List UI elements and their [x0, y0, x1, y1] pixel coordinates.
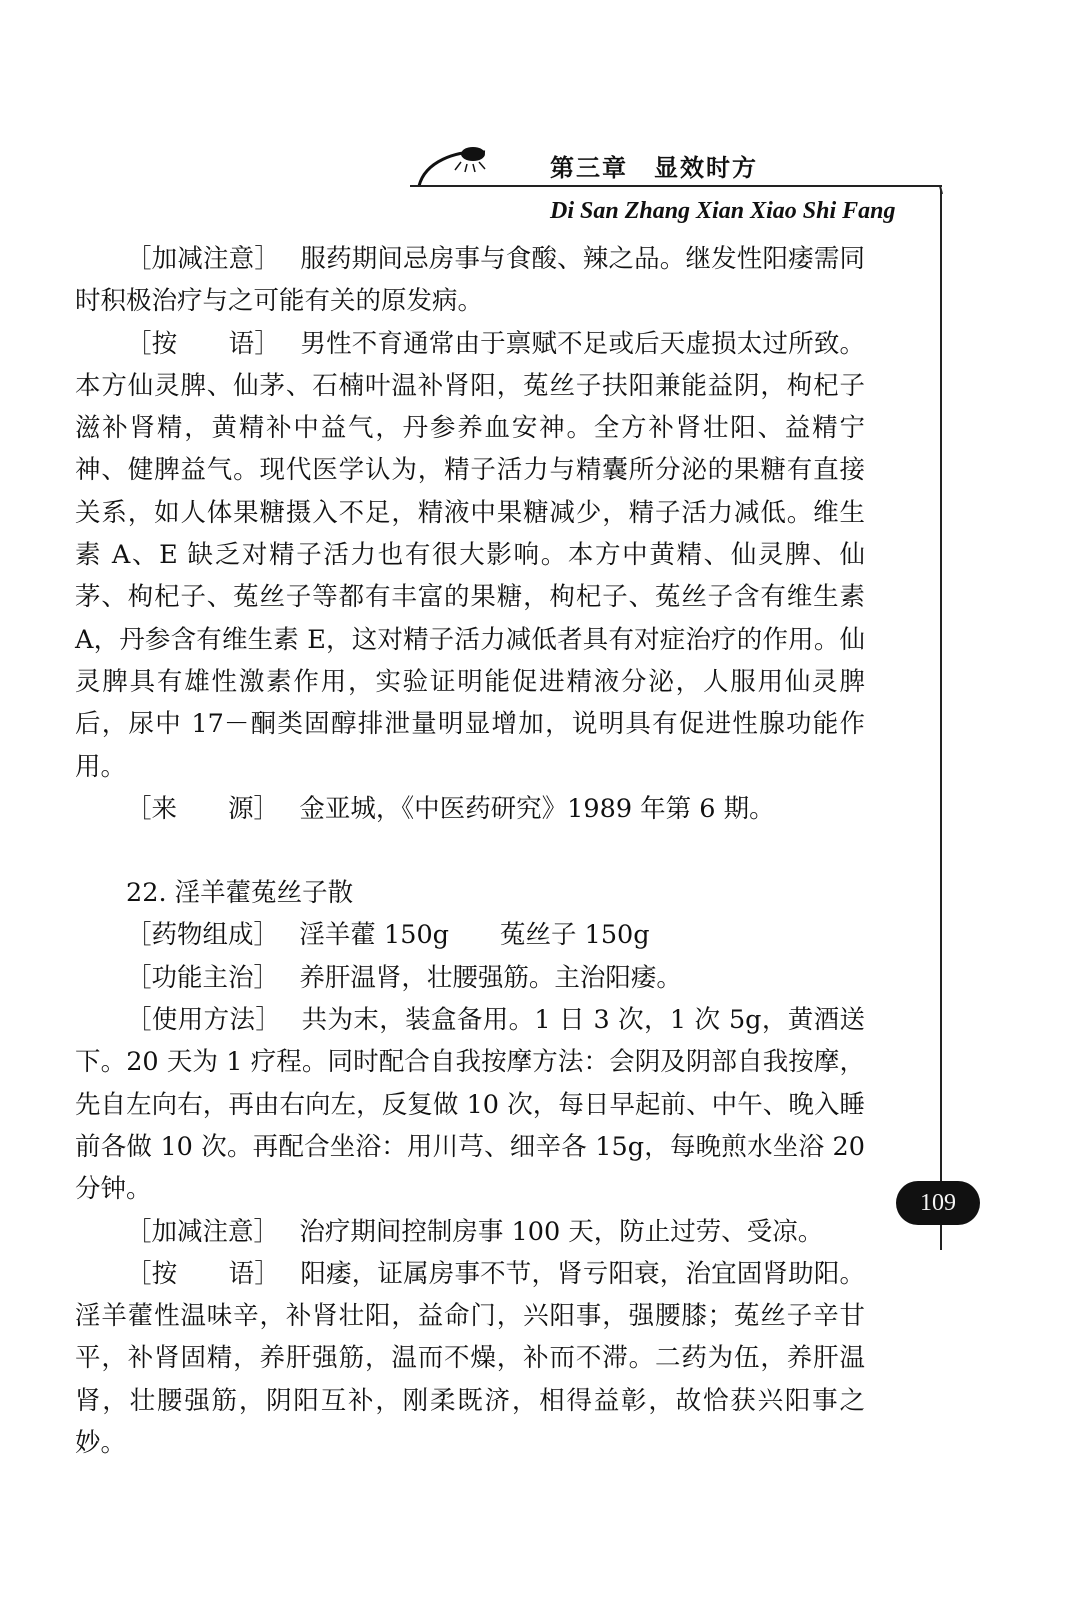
usage-label: ［使用方法］ — [126, 1005, 282, 1036]
page-number: 109 — [896, 1181, 980, 1225]
composition-text: 淫羊藿 150g 菟丝子 150g — [299, 920, 650, 951]
header-rule — [410, 182, 944, 194]
usage-text: 共为末，装盒备用。1 日 3 次，1 次 5g，黄酒送下。20 天为 1 疗程。同时配合自我按摩方法：会阴及阴部自我按摩，先自左向右，再由右向左，反复做 10 次，每日早起前、中午、晚入睡前各做 10 次。再配合坐浴：用川芎、细辛各 15g，每晚煎水坐浴 20 分钟。 — [75, 1005, 865, 1205]
source-paragraph — [75, 788, 865, 830]
note-paragraph-2 — [75, 1253, 865, 1464]
prescription-title: 22. 淫羊藿菟丝子散 — [126, 878, 354, 909]
page-body — [75, 238, 865, 1464]
caution-text: 服药期间忌房事与食酸、辣之品。继发性阳痿需同时积极治疗与之可能有关的原发病。 — [75, 244, 865, 317]
chapter-pinyin: Di San Zhang Xian Xiao Shi Fang — [550, 198, 896, 224]
usage-paragraph — [75, 999, 865, 1210]
note-text-2: 阳痿，证属房事不节，肾亏阳衰，治宜固肾助阳。淫羊藿性温味辛，补肾壮阳，益命门，兴阳事，强腰膝；菟丝子辛甘平，补肾固精，养肝强筋，温而不燥，补而不滞。二药为伍，养肝温肾，壮腰强筋，阴阳互补，刚柔既济，相得益彰，故恰获兴阳事之妙。 — [75, 1258, 865, 1459]
caution-paragraph-2 — [75, 1211, 865, 1253]
chapter-title: 第三章 显效时方 — [550, 154, 758, 182]
section-gap — [75, 830, 865, 872]
margin-rule — [940, 190, 942, 1250]
composition-label: ［药物组成］ — [126, 920, 280, 951]
caution-text-2: 治疗期间控制房事 100 天，防止过劳、受凉。 — [299, 1216, 824, 1247]
note-label: ［按 语］ — [126, 328, 281, 359]
source-text: 金亚城，《中医药研究》1989 年第 6 期。 — [299, 793, 775, 824]
indication-text: 养肝温肾，壮腰强筋。主治阳痿。 — [299, 962, 682, 993]
caution-label: ［加减注意］ — [126, 244, 281, 274]
note-text: 男性不育通常由于禀赋不足或后天虚损太过所致。本方仙灵脾、仙茅、石楠叶温补肾阳，菟丝子扶阳兼能益阴，枸杞子滋补肾精，黄精补中益气，丹参养血安神。全方补肾壮阳、益精宁神、健脾益气。现代医学认为，精子活力与精囊所分泌的果糖有直接关系，如人体果糖摄入不足，精液中果糖减少，精子活力减低。维生素 A、E 缺乏对精子活力也有很大影响。本方中黄精、仙灵脾、仙茅、枸杞子、菟丝子等都有丰富的果糖，枸杞子、菟丝子含有维生素 A，丹参含有维生素 E，这对精子活力减低者具有对症治疗的作用。仙灵脾具有雄性激素作用，实验证明能促进精液分泌，人服用仙灵脾后，尿中 17－酮类固醇排泄量明显增加，说明具有促进性腺功能作用。 — [75, 328, 865, 782]
composition-paragraph — [75, 914, 865, 956]
caution-label-2: ［加减注意］ — [126, 1216, 280, 1247]
indication-label: ［功能主治］ — [126, 962, 280, 993]
note-paragraph — [75, 323, 865, 788]
indication-paragraph — [75, 957, 865, 999]
note-label-2: ［按 语］ — [126, 1258, 281, 1289]
page-header — [0, 0, 1080, 240]
source-label: ［来 源］ — [126, 793, 280, 824]
caution-paragraph — [75, 238, 865, 323]
